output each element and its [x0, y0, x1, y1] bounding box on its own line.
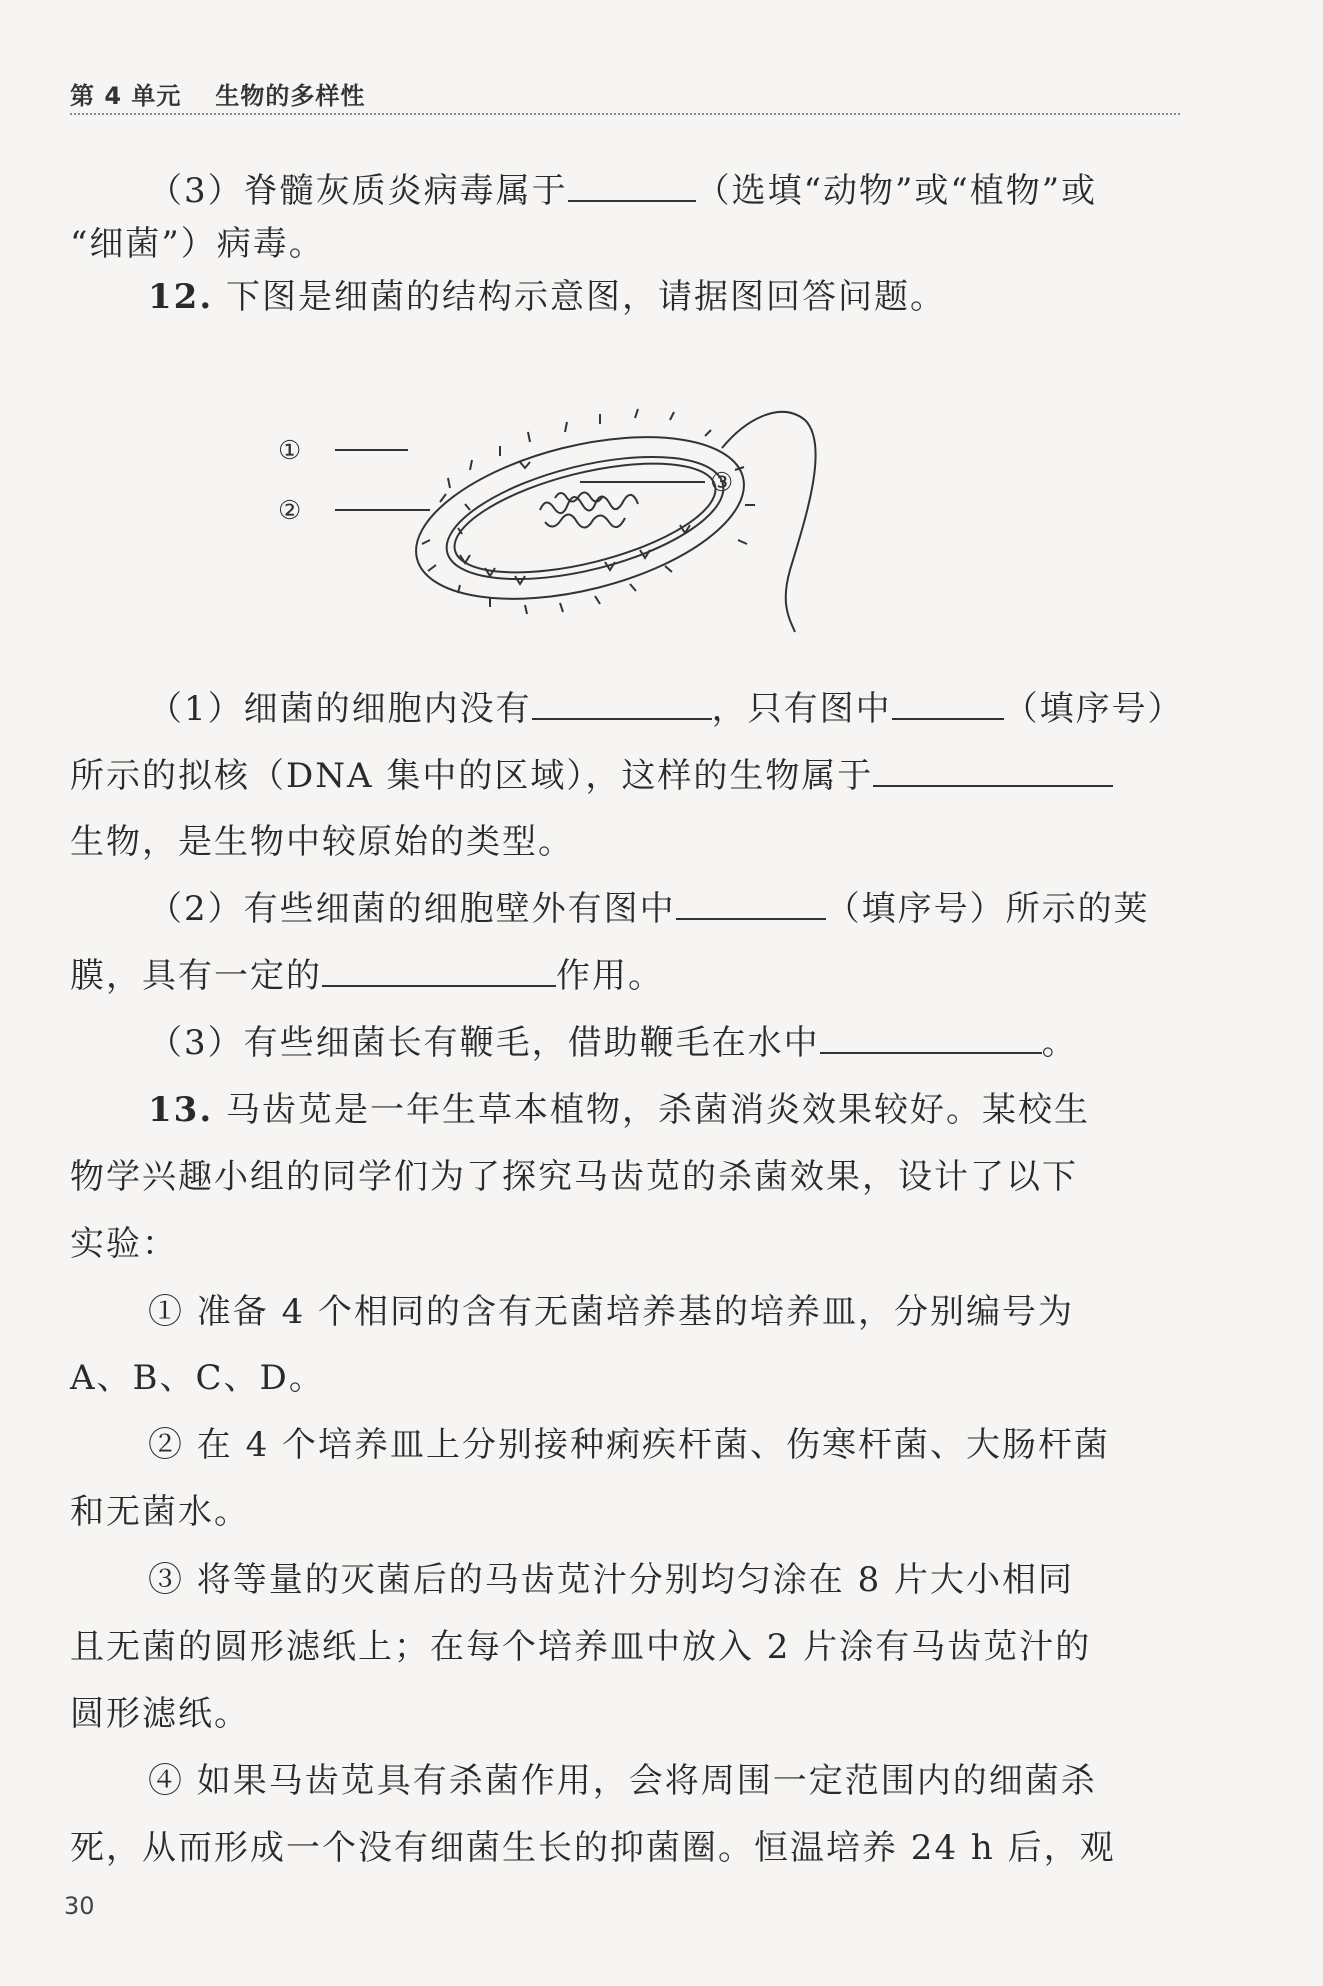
unit-label: 第 4 单元 [70, 82, 182, 110]
bacterium-structure-diagram [278, 400, 950, 640]
q12-part2-line1 [148, 888, 1150, 929]
q13-stem-line1 [148, 1090, 1090, 1130]
nucleoid-detail [545, 514, 625, 527]
text: 膜，具有一定的 [70, 956, 322, 996]
text: （3）脊髓灰质炎病毒属于 [148, 171, 568, 211]
step3-line1: ③ 将等量的灭菌后的马齿苋汁分别均匀涂在 8 片大小相同 [148, 1560, 1075, 1600]
text: 所示的拟核（DNA 集中的区域），这样的生物属于 [70, 756, 874, 796]
answer-blank[interactable] [322, 955, 556, 987]
label-1: ① [278, 436, 302, 466]
flagellum [722, 412, 816, 632]
text: 作用。 [556, 956, 664, 996]
label-2: ② [278, 496, 302, 526]
step1-line1: ① 准备 4 个相同的含有无菌培养基的培养皿，分别编号为 [148, 1292, 1075, 1332]
answer-blank[interactable] [873, 755, 1113, 787]
step2-line1: ② 在 4 个培养皿上分别接种痢疾杆菌、伤寒杆菌、大肠杆菌 [148, 1425, 1111, 1465]
text: 。 [1041, 1023, 1078, 1063]
q12-part1-line3: 生物，是生物中较原始的类型。 [70, 822, 574, 862]
answer-blank[interactable] [820, 1022, 1042, 1054]
question-number: 12. [148, 277, 214, 317]
step3-line3: 圆形滤纸。 [70, 1694, 250, 1734]
text: （1）细菌的细胞内没有 [148, 689, 532, 729]
q12-part2-line2 [70, 955, 664, 996]
header-divider [70, 113, 1180, 115]
step2-line2: 和无菌水。 [70, 1492, 250, 1532]
q12-part1-line2 [70, 755, 1113, 796]
page-number: 30 [64, 1892, 95, 1920]
answer-blank[interactable] [892, 688, 1004, 720]
label-3: ③ [710, 468, 734, 498]
q12-stem [148, 277, 946, 317]
q12-part3-line [148, 1022, 1078, 1063]
question-text: 下图是细菌的结构示意图，请据图回答问题。 [225, 277, 946, 317]
step4-line2: 死，从而形成一个没有细菌生长的抑菌圈。恒温培养 24 h 后，观 [70, 1828, 1116, 1868]
question-number: 13. [148, 1090, 214, 1130]
text: （3）有些细菌长有鞭毛，借助鞭毛在水中 [148, 1023, 820, 1063]
q13-stem-line2: 物学兴趣小组的同学们为了探究马齿苋的杀菌效果，设计了以下 [70, 1157, 1078, 1197]
answer-blank[interactable] [568, 170, 696, 202]
text: ，只有图中 [711, 689, 892, 729]
text: （2）有些细菌的细胞壁外有图中 [148, 889, 676, 929]
q11-part3-line1 [148, 170, 1097, 211]
step3-line2: 且无菌的圆形滤纸上；在每个培养皿中放入 2 片涂有马齿苋汁的 [70, 1627, 1092, 1667]
text: （填序号） [1003, 689, 1184, 729]
page-header [70, 76, 365, 111]
q13-stem-line3: 实验： [70, 1224, 178, 1264]
answer-blank[interactable] [532, 688, 712, 720]
text: （填序号）所示的荚 [825, 889, 1150, 929]
answer-blank[interactable] [676, 888, 826, 920]
step4-line1: ④ 如果马齿苋具有杀菌作用，会将周围一定范围内的细菌杀 [148, 1761, 1097, 1801]
step1-line2: A、B、C、D。 [70, 1358, 325, 1398]
cell-wall-outline [435, 433, 736, 603]
q11-part3-line2: “细菌”）病毒。 [70, 224, 325, 264]
question-text: 马齿苋是一年生草本植物，杀菌消炎效果较好。某校生 [225, 1090, 1090, 1130]
text: （选填“动物”或“植物”或 [695, 171, 1098, 211]
q12-part1-line1 [148, 688, 1184, 729]
unit-title: 生物的多样性 [215, 82, 366, 110]
